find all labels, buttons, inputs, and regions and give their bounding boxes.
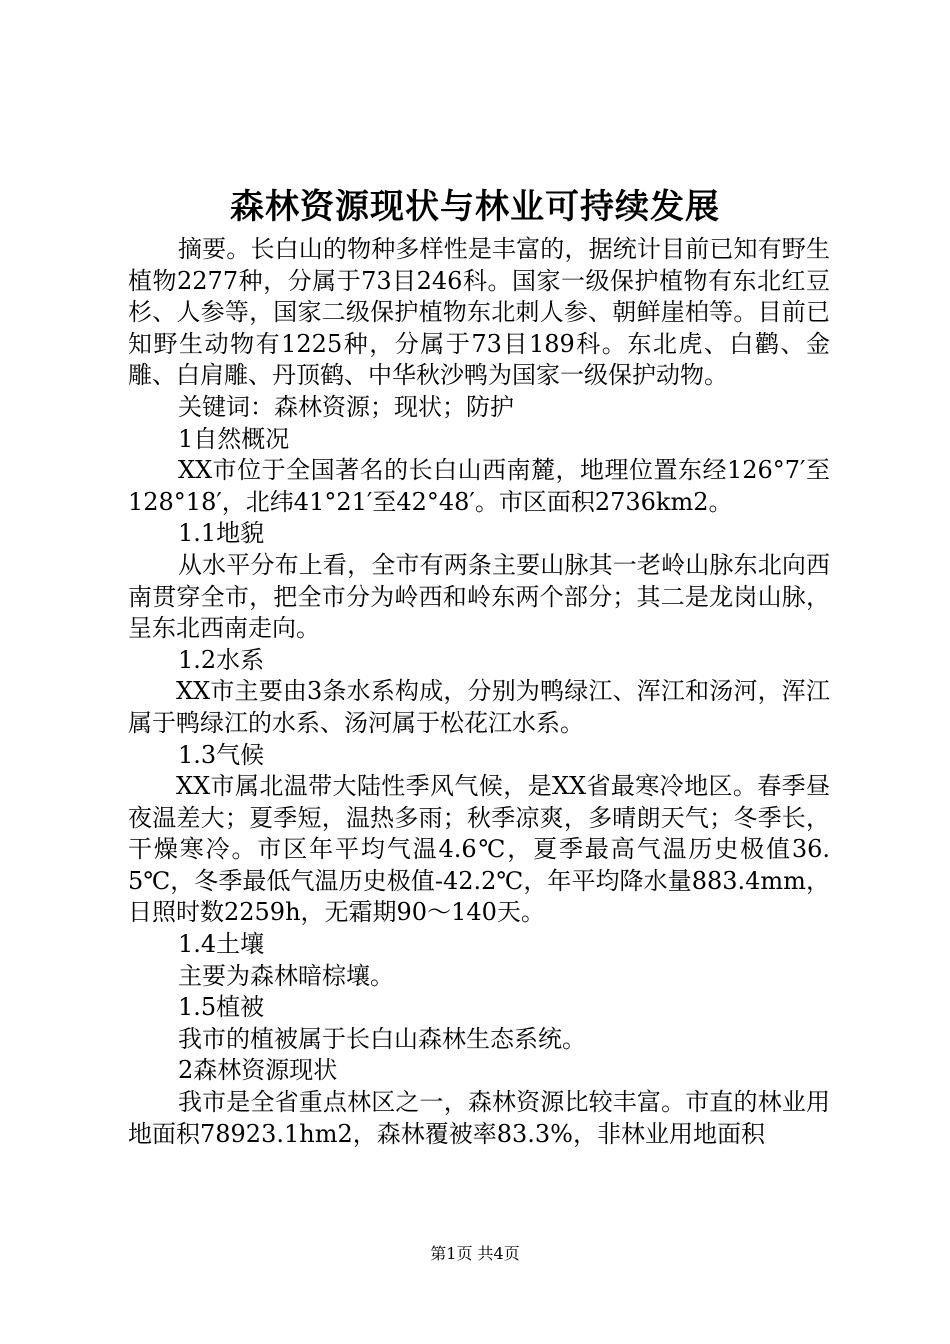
- document-body: [128, 234, 830, 1150]
- section-text-1-4: 主要为森林暗棕壤。: [178, 961, 394, 990]
- section-text-1: XX市位于全国著名的长白山西南麓，地理位置东经126°7′至128°18′，北纬41°21′至42°48′。市区面积2736km2。: [128, 456, 830, 516]
- section-heading-1-3: 1.3气候: [178, 740, 265, 769]
- section-text-1-1: 从水平分布上看，全市有两条主要山脉其一老岭山脉东北向西南贯穿全市，把全市分为岭西和岭东两个部分；其二是龙岗山脉，呈东北西南走向。: [128, 550, 830, 643]
- section-heading-1: 1自然概况: [178, 424, 290, 453]
- keywords-line: 关键词：森林资源；现状；防护: [178, 392, 514, 421]
- page-footer: 第1页 共4页: [430, 1244, 520, 1263]
- document-title: 森林资源现状与林业可持续发展: [230, 187, 720, 227]
- section-heading-1-2: 1.2水系: [178, 645, 265, 674]
- section-heading-1-1: 1.1地貌: [178, 519, 265, 548]
- section-text-1-3: XX市属北温带大陆性季风气候，是XX省最寒冷地区。春季昼夜温差大；夏季短，温热多雨；秋季凉爽，多晴朗天气；冬季长，干燥寒冷。市区年平均气温4.6℃，夏季最高气温历史极值36.5℃，冬季最低气温历史极值-42.2℃，年平均降水量883.4mm，日照时数2259h，无霜期90～140天。: [128, 772, 830, 927]
- section-text-1-2: XX市主要由3条水系构成，分别为鸭绿江、浑江和汤河，浑江属于鸭绿江的水系、汤河属于松花江水系。: [128, 677, 830, 737]
- section-heading-1-5: 1.5植被: [178, 993, 265, 1022]
- abstract-paragraph: 摘要。长白山的物种多样性是丰富的，据统计目前已知有野生植物2277种，分属于73目246科。国家一级保护植物有东北红豆杉、人参等，国家二级保护植物东北刺人参、朝鲜崖柏等。目前已知野生动物有1225种，分属于73目189科。东北虎、白鹳、金雕、白肩雕、丹顶鹤、中华秋沙鸭为国家一级保护动物。: [128, 235, 830, 390]
- section-text-2: 我市是全省重点林区之一，森林资源比较丰富。市直的林业用地面积78923.1hm2，森林覆被率83.3%，非林业用地面积: [128, 1088, 830, 1148]
- section-heading-1-4: 1.4土壤: [178, 930, 265, 959]
- section-text-1-5: 我市的植被属于长白山森林生态系统。: [178, 1024, 586, 1053]
- section-heading-2: 2森林资源现状: [178, 1056, 338, 1085]
